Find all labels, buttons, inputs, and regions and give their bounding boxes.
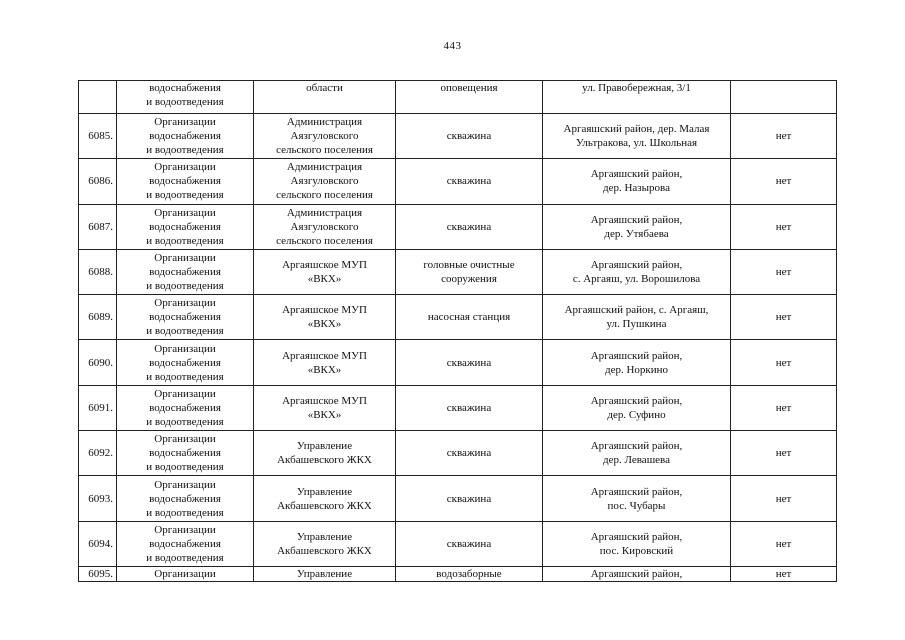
- cell-line: Управление: [296, 440, 353, 453]
- cell-line: Аргаяшский район,: [590, 394, 683, 407]
- organization-cell: [117, 249, 254, 294]
- cell-line: водоснабжения: [149, 175, 221, 188]
- cell-line: водоснабжения: [149, 447, 221, 460]
- object-type-cell: [396, 476, 543, 521]
- table-row: [79, 566, 837, 581]
- row-number-cell: 6089.: [79, 295, 117, 340]
- cell-line: водоснабжения: [149, 401, 221, 414]
- object-type-cell: [396, 114, 543, 159]
- cell-line: Организации: [154, 478, 216, 491]
- owner-cell: [254, 566, 396, 581]
- cell-line: Акбашевского ЖКХ: [277, 544, 372, 557]
- cell-line: оповещения: [440, 82, 498, 94]
- cell-line: Организации: [154, 342, 216, 355]
- cell-line: пос. Кировский: [599, 544, 674, 557]
- cell-line: Аргаяшское МУП: [282, 349, 367, 362]
- address-cell: [543, 81, 731, 114]
- organization-cell: [117, 566, 254, 581]
- table-row: [79, 204, 837, 249]
- row-number-cell: 6095.: [79, 566, 117, 581]
- row-number-cell: 6092.: [79, 431, 117, 476]
- address-cell: [543, 476, 731, 521]
- cell-line: Акбашевского ЖКХ: [277, 499, 372, 512]
- owner-cell: [254, 114, 396, 159]
- cell-line: «ВКХ»: [307, 318, 342, 331]
- cell-line: дер. Левашева: [603, 454, 670, 467]
- owner-cell: [254, 340, 396, 385]
- owner-cell: [254, 476, 396, 521]
- cell-line: Ультракова, ул. Школьная: [575, 137, 698, 150]
- cell-line: и водоотведения: [146, 506, 224, 519]
- object-type-cell: [396, 81, 543, 114]
- cell-line: Аязгуловского: [290, 175, 359, 188]
- owner-cell: [254, 81, 396, 114]
- row-number-cell: 6094.: [79, 521, 117, 566]
- cell-line: Организации: [154, 206, 216, 219]
- owner-cell: [254, 204, 396, 249]
- cell-line: Аргаяшское МУП: [282, 394, 367, 407]
- cell-line: Организации: [154, 567, 216, 580]
- row-number-cell: 6090.: [79, 340, 117, 385]
- cell-line: Аргаяшский район, с. Аргаяш,: [564, 304, 709, 317]
- cell-line: Аргаяшское МУП: [282, 304, 367, 317]
- cell-line: водоснабжения: [149, 311, 221, 324]
- cell-line: Организации: [154, 297, 216, 310]
- cell-line: скважина: [446, 537, 492, 550]
- cell-line: Аргаяшское МУП: [282, 259, 367, 272]
- cell-line: скважина: [446, 175, 492, 188]
- organization-cell: [117, 431, 254, 476]
- cell-line: и водоотведения: [146, 325, 224, 338]
- cell-line: дер. Норкино: [604, 363, 669, 376]
- object-type-cell: [396, 340, 543, 385]
- cell-line: Аргаяшский район,: [590, 168, 683, 181]
- cell-line: «ВКХ»: [307, 408, 342, 421]
- cell-line: головные очистные: [423, 259, 515, 272]
- cell-line: водоснабжения: [149, 492, 221, 505]
- object-type-cell: [396, 566, 543, 581]
- table-row: [79, 340, 837, 385]
- note-cell: нет: [731, 204, 837, 249]
- cell-line: и водоотведения: [146, 370, 224, 383]
- note-cell: нет: [731, 431, 837, 476]
- cell-line: Аргаяшский район, дер. Малая: [563, 123, 710, 136]
- cell-line: дер. Назырова: [603, 182, 670, 195]
- cell-line: Администрация: [286, 206, 363, 219]
- object-type-cell: [396, 431, 543, 476]
- note-cell: нет: [731, 159, 837, 204]
- cell-line: и водоотведения: [146, 461, 224, 474]
- owner-cell: [254, 521, 396, 566]
- address-cell: [543, 431, 731, 476]
- note-cell: нет: [731, 114, 837, 159]
- row-number-cell: 6086.: [79, 159, 117, 204]
- address-cell: [543, 385, 731, 430]
- cell-line: и водоотведения: [146, 280, 224, 293]
- cell-line: и водоотведения: [146, 415, 224, 428]
- object-type-cell: [396, 385, 543, 430]
- cell-line: области: [306, 82, 343, 94]
- table-row: [79, 249, 837, 294]
- organization-cell: [117, 204, 254, 249]
- cell-line: Аязгуловского: [290, 130, 359, 143]
- cell-line: Аргаяшский район,: [590, 567, 683, 580]
- row-number-cell: 6087.: [79, 204, 117, 249]
- table-row-continuation: [79, 81, 837, 114]
- table-row: [79, 431, 837, 476]
- cell-line: водоснабжения: [149, 130, 221, 143]
- note-cell: нет: [731, 476, 837, 521]
- cell-line: водоснабжения: [149, 220, 221, 233]
- owner-cell: [254, 295, 396, 340]
- address-cell: [543, 295, 731, 340]
- table-row: [79, 159, 837, 204]
- organization-cell: [117, 159, 254, 204]
- note-cell: нет: [731, 521, 837, 566]
- cell-line: с. Аргаяш, ул. Ворошилова: [572, 273, 701, 286]
- organization-cell: [117, 476, 254, 521]
- owner-cell: [254, 385, 396, 430]
- organization-cell: [117, 340, 254, 385]
- note-cell: нет: [731, 566, 837, 581]
- cell-line: сельского поселения: [276, 234, 373, 247]
- address-cell: [543, 114, 731, 159]
- cell-line: скважина: [446, 220, 492, 233]
- table-row: [79, 476, 837, 521]
- cell-line: сельского поселения: [276, 144, 373, 157]
- cell-line: скважина: [446, 130, 492, 143]
- cell-line: и водоотведения: [146, 189, 224, 202]
- note-cell: [731, 81, 837, 114]
- cell-line: скважина: [446, 401, 492, 414]
- organization-cell: [117, 81, 254, 114]
- cell-line: Администрация: [286, 116, 363, 129]
- cell-line: «ВКХ»: [307, 363, 342, 376]
- cell-line: Организации: [154, 116, 216, 129]
- note-cell: нет: [731, 340, 837, 385]
- row-number-cell: 6091.: [79, 385, 117, 430]
- organization-cell: [117, 521, 254, 566]
- register-table: [78, 80, 837, 582]
- cell-line: и водоотведения: [146, 96, 224, 108]
- cell-line: ул. Пушкина: [606, 318, 667, 331]
- cell-line: и водоотведения: [146, 144, 224, 157]
- owner-cell: [254, 431, 396, 476]
- cell-line: водоснабжения: [149, 82, 221, 94]
- row-number-cell: 6088.: [79, 249, 117, 294]
- owner-cell: [254, 249, 396, 294]
- owner-cell: [254, 159, 396, 204]
- cell-line: сельского поселения: [276, 189, 373, 202]
- row-number-cell: 6093.: [79, 476, 117, 521]
- cell-line: Аргаяшский район,: [590, 349, 683, 362]
- organization-cell: [117, 385, 254, 430]
- cell-line: Аргаяшский район,: [590, 213, 683, 226]
- address-cell: [543, 204, 731, 249]
- cell-line: Управление: [296, 530, 353, 543]
- cell-line: водоснабжения: [149, 356, 221, 369]
- row-number-cell: 6085.: [79, 114, 117, 159]
- cell-line: Акбашевского ЖКХ: [277, 454, 372, 467]
- object-type-cell: [396, 295, 543, 340]
- table-row: [79, 521, 837, 566]
- object-type-cell: [396, 249, 543, 294]
- note-cell: нет: [731, 295, 837, 340]
- organization-cell: [117, 114, 254, 159]
- table-row: [79, 295, 837, 340]
- address-cell: [543, 249, 731, 294]
- cell-line: Аязгуловского: [290, 220, 359, 233]
- cell-line: скважина: [446, 447, 492, 460]
- address-cell: [543, 340, 731, 385]
- row-number-cell: [79, 81, 117, 114]
- cell-line: дер. Суфино: [607, 408, 666, 421]
- table-row: [79, 385, 837, 430]
- cell-line: «ВКХ»: [307, 273, 342, 286]
- cell-line: водоснабжения: [149, 266, 221, 279]
- address-cell: [543, 159, 731, 204]
- address-cell: [543, 566, 731, 581]
- note-cell: нет: [731, 385, 837, 430]
- cell-line: Организации: [154, 161, 216, 174]
- page-number: 443: [443, 40, 462, 52]
- object-type-cell: [396, 159, 543, 204]
- cell-line: сооружения: [441, 273, 497, 286]
- cell-line: водоснабжения: [149, 537, 221, 550]
- cell-line: и водоотведения: [146, 551, 224, 564]
- cell-line: Аргаяшский район,: [590, 485, 683, 498]
- object-type-cell: [396, 521, 543, 566]
- cell-line: пос. Чубары: [607, 499, 666, 512]
- cell-line: водозаборные: [436, 567, 502, 580]
- cell-line: Аргаяшский район,: [590, 530, 683, 543]
- cell-line: насосная станция: [427, 311, 511, 324]
- cell-line: Организации: [154, 252, 216, 265]
- cell-line: Организации: [154, 433, 216, 446]
- cell-line: Организации: [154, 523, 216, 536]
- cell-line: и водоотведения: [146, 234, 224, 247]
- cell-line: скважина: [446, 356, 492, 369]
- cell-line: Аргаяшский район,: [590, 259, 683, 272]
- cell-line: Организации: [154, 387, 216, 400]
- cell-line: дер. Утябаева: [604, 227, 669, 240]
- address-cell: [543, 521, 731, 566]
- cell-line: ул. Правобережная, 3/1: [582, 82, 691, 94]
- note-cell: нет: [731, 249, 837, 294]
- cell-line: Администрация: [286, 161, 363, 174]
- organization-cell: [117, 295, 254, 340]
- cell-line: Управление: [296, 485, 353, 498]
- cell-line: Управление: [296, 567, 353, 580]
- cell-line: скважина: [446, 492, 492, 505]
- cell-line: Аргаяшский район,: [590, 440, 683, 453]
- table-row: [79, 114, 837, 159]
- object-type-cell: [396, 204, 543, 249]
